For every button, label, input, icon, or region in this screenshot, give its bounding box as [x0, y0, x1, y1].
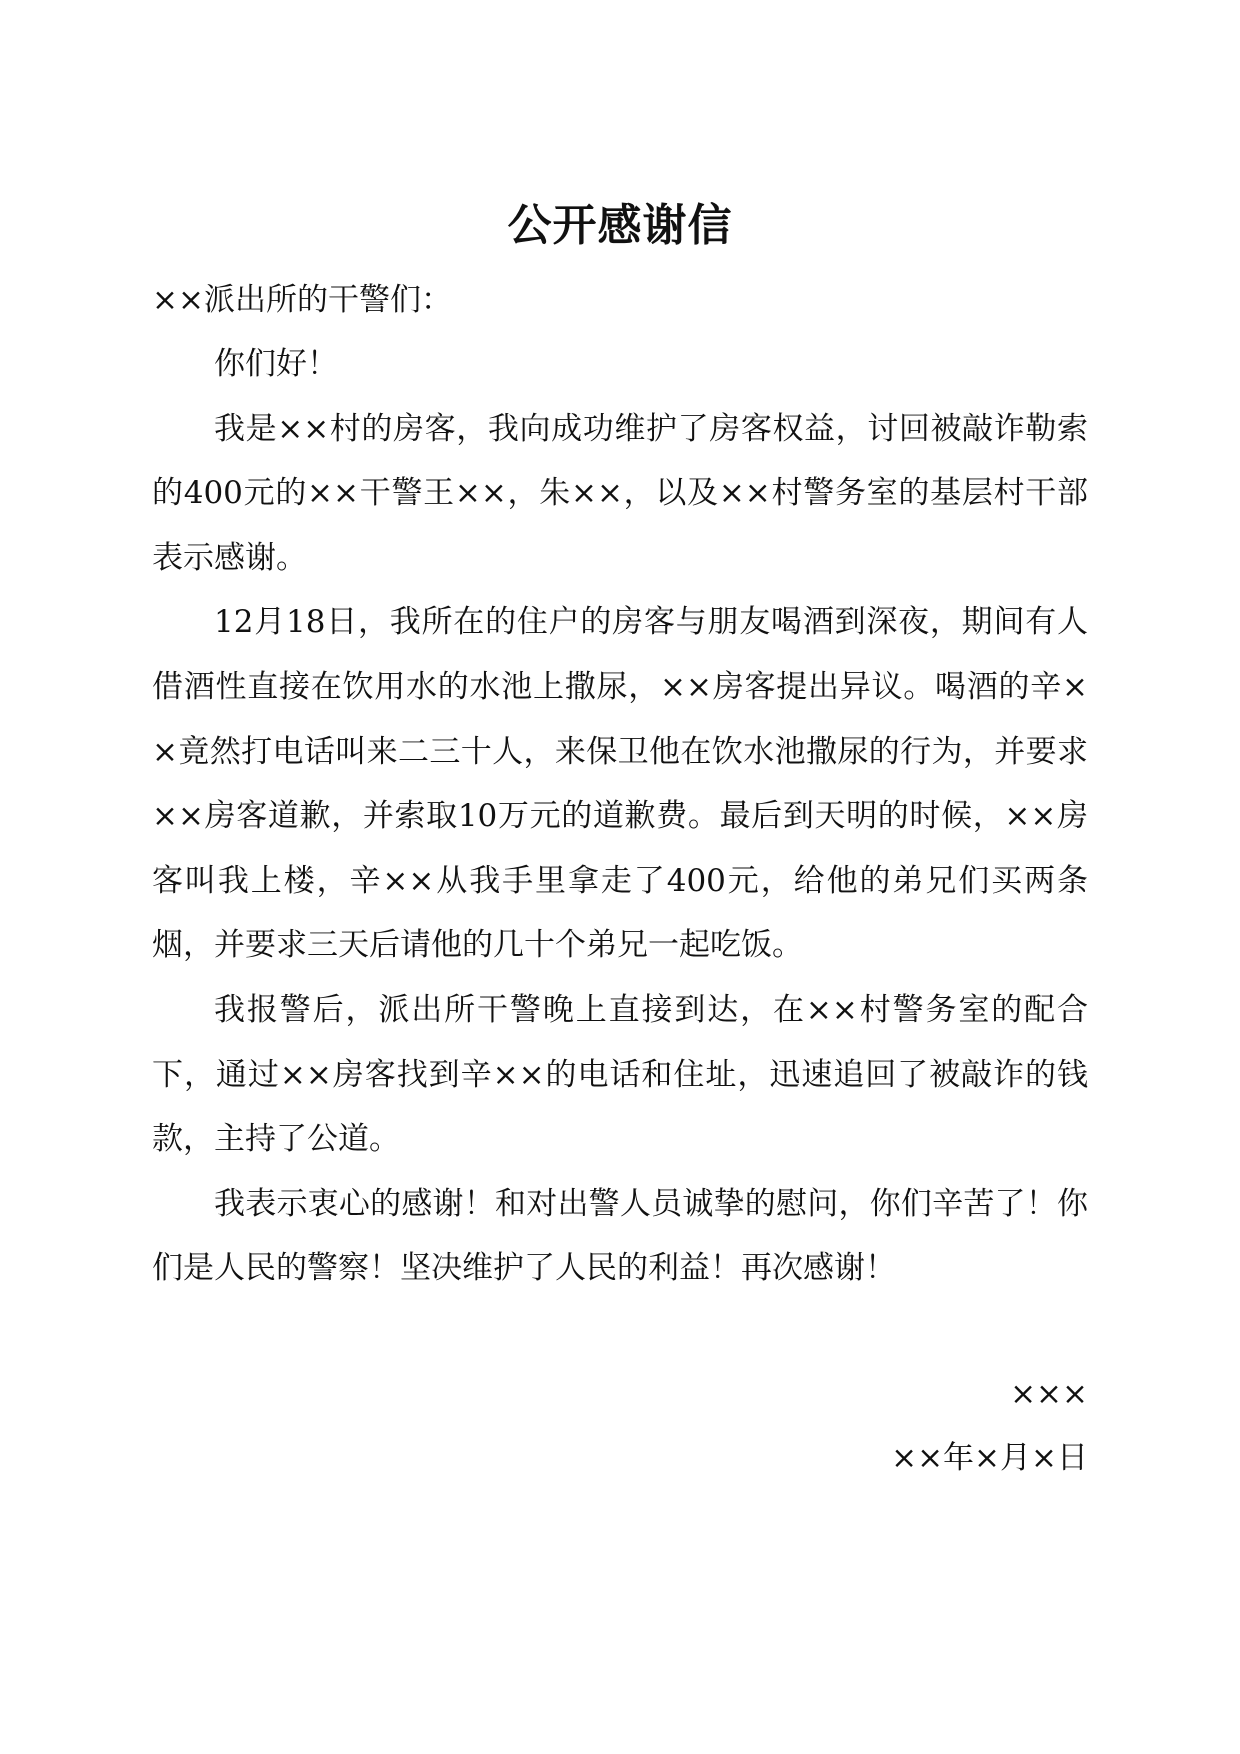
- signature-name: ×××: [1010, 1376, 1088, 1412]
- paragraph-closing: 我表示衷心的感谢！和对出警人员诚挚的慰问，你们辛苦了！你们是人民的警察！坚决维护了人民的利益！再次感谢！: [152, 1185, 1088, 1287]
- page-title: 公开感谢信: [507, 200, 733, 251]
- letter-body: [152, 332, 1088, 1301]
- paragraph-police-response: 我报警后，派出所干警晚上直接到达，在××村警务室的配合下，通过××房客找到辛××的电话和住址，迅速追回了被敲诈的钱款，主持了公道。: [152, 991, 1088, 1158]
- salutation: ××派出所的干警们：: [152, 282, 452, 318]
- signature-date: ××年×月×日: [891, 1440, 1088, 1476]
- paragraph-greeting: 你们好！: [214, 346, 338, 382]
- paragraph-incident: 12月18日，我所在的住户的房客与朋友喝酒到深夜，期间有人借酒性直接在饮用水的水池上撒尿，××房客提出异议。喝酒的辛××竟然打电话叫来二三十人，来保卫他在饮水池撒尿的行为，并要求××房客道歉，并索取10万元的道歉费。最后到天明的时候，××房客叫我上楼，辛××从我手里拿走了400元，给他的弟兄们买两条烟，并要求三天后请他的几十个弟兄一起吃饭。: [152, 604, 1088, 964]
- signature-block: [891, 1362, 1088, 1490]
- paragraph-thanks: 我是××村的房客，我向成功维护了房客权益，讨回被敲诈勒索的400元的××干警王××，朱××，以及××村警务室的基层村干部表示感谢。: [152, 410, 1088, 576]
